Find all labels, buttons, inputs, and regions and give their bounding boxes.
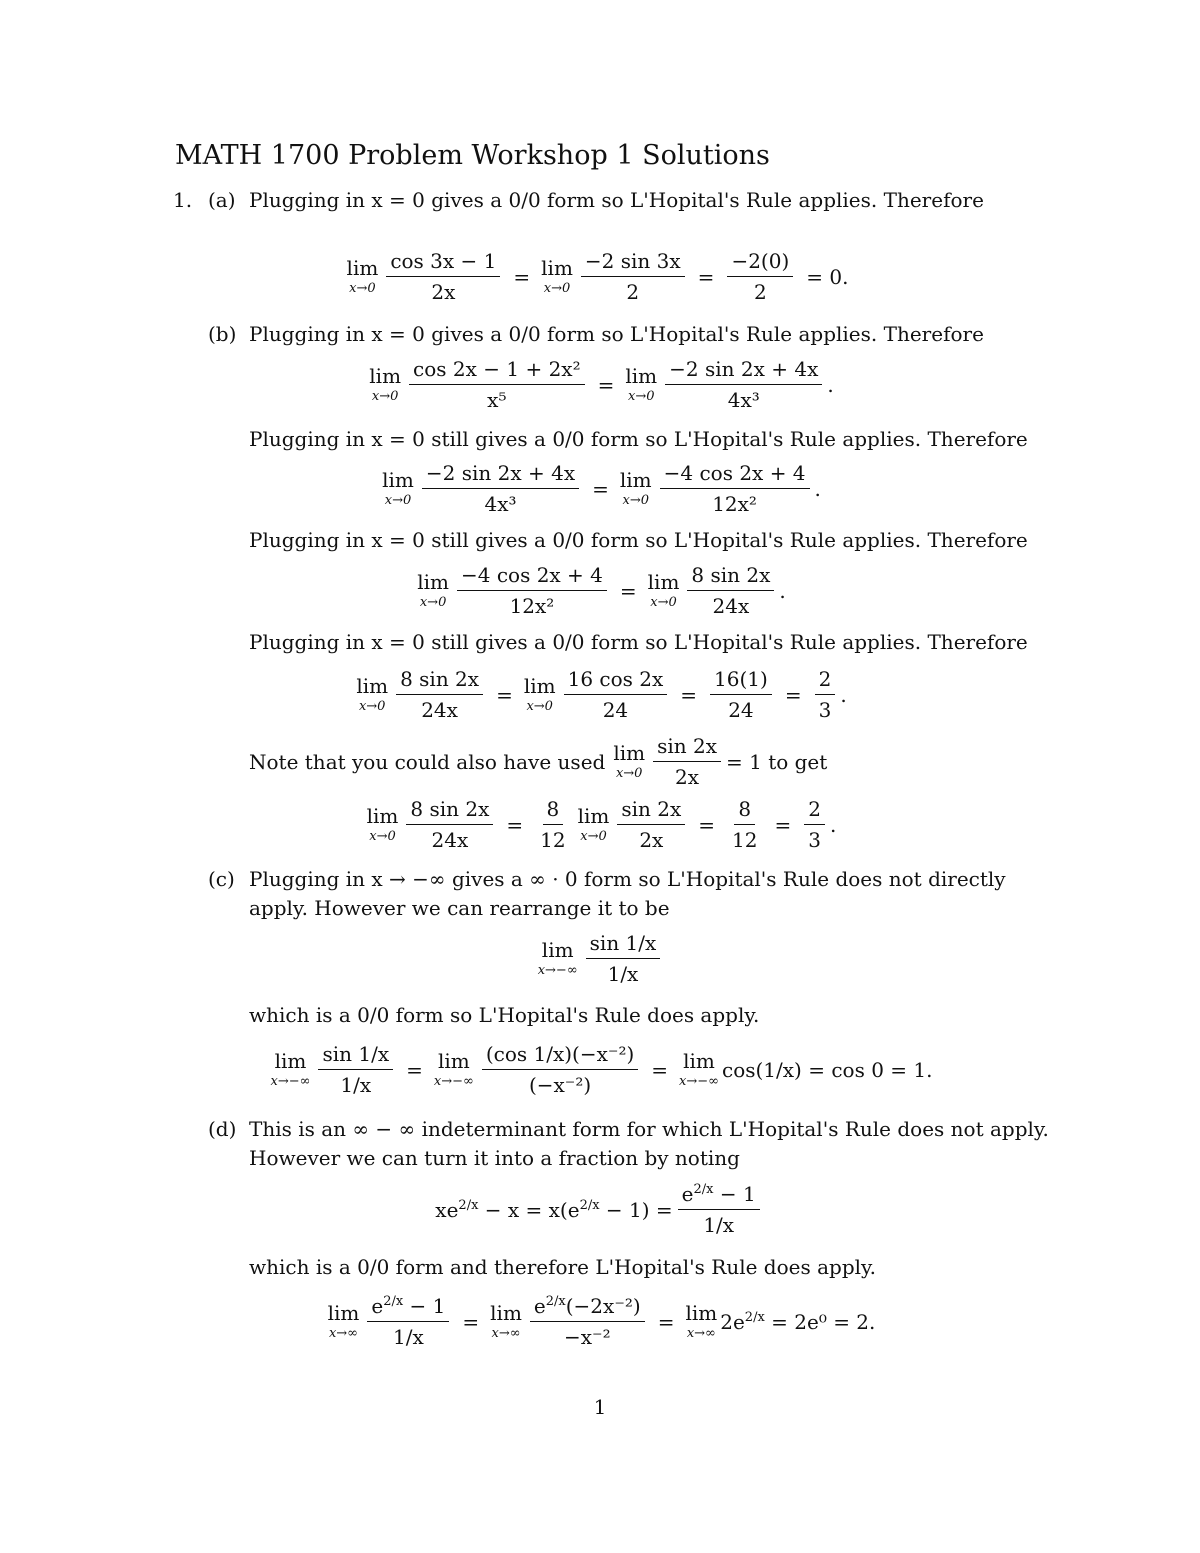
part-b-text-3: Plugging in x = 0 still gives a 0/0 form so L'Hopital's Rule applies. Therefore xyxy=(249,528,1028,552)
part-d-equation-1: $xe^{2/x} - x = x(e^{2/x} - 1)$ = $\frac{e^{2/x} - 1}{1/x}$ xyxy=(200,1183,1000,1236)
part-c-text-2: apply. However we can rearrange it to be xyxy=(249,896,670,920)
fraction: $\frac{-2 \sin 3x}{2}$ xyxy=(581,250,685,303)
part-b-text-2: Plugging in x = 0 still gives a 0/0 form so L'Hopital's Rule applies. Therefore xyxy=(249,427,1028,451)
page-number: 1 xyxy=(593,1395,607,1419)
fraction: $\frac{-2(0)}{2}$ xyxy=(727,250,793,303)
limit-operator: lim x→0 xyxy=(346,256,379,296)
part-c-equation-2: lim x→−∞ $\frac{\sin 1/x}{1/x}$ = lim x→−∞ $\frac{\text{(cos 1/x)(−x⁻²)}}{\text{(−x⁻²)}}$ = lim x→−∞ cos(1/x) = cos 0 = 1. xyxy=(270,1042,933,1097)
part-c-text-3: which is a 0/0 form so L'Hopital's Rule does apply. xyxy=(249,1003,760,1027)
fraction: $\frac{\cos 3x - 1}{2x}$ xyxy=(386,250,500,303)
part-c-equation-1: lim x→−∞ $\frac{\sin 1/x}{1/x}$ xyxy=(200,932,1000,985)
part-d-equation-2: lim x→∞ $\frac{e^{2/x} - 1}{1/x}$ = lim x→∞ $\frac{e^{2/x}(-2x^{-2})}{\text{−x⁻²}}$ = lim x→∞ $2e^{2/x} = 2e^0 = 2$. xyxy=(327,1294,876,1349)
part-c-label: (c) xyxy=(208,867,235,891)
part-a-text: Plugging in x = 0 gives a 0/0 form so L'Hopital's Rule applies. Therefore xyxy=(249,188,984,212)
part-b-equation-5: lim x→0 $\frac{8 \sin 2x}{24x}$ = $\frac{8}{12}$ lim x→0 $\frac{\sin 2x}{2x}$ = $\frac{8}{12}$ = $\frac{2}{3}$ . xyxy=(366,797,837,852)
part-b-text-4: Plugging in x = 0 still gives a 0/0 form so L'Hopital's Rule applies. Therefore xyxy=(249,630,1028,654)
part-a-equation: lim x→0 $\frac{\cos 3x - 1}{2x}$ = lim x→0 $\frac{-2 \sin 3x}{2}$ = $\frac{-2(0)}{2}$ = 0. xyxy=(346,249,849,304)
part-b-note: Note that you could also have used lim x→0 $\frac{\sin 2x}{2x}$ = 1 to get xyxy=(249,734,828,789)
page-title: MATH 1700 Problem Workshop 1 Solutions xyxy=(175,140,770,171)
part-b-equation-2: lim x→0 $\frac{-2 \sin 2x + 4x}{\text{4x³}}$ = lim x→0 $\frac{-4 \cos 2x + 4}{\text{12x²}}$ . xyxy=(382,461,821,516)
part-d-text-1: This is an ∞ − ∞ indeterminant form for which L'Hopital's Rule does not apply. xyxy=(249,1117,1049,1141)
part-c-text-1: Plugging in x → −∞ gives a ∞ · 0 form so L'Hopital's Rule does not directly xyxy=(249,867,1006,891)
part-b-text-1: Plugging in x = 0 gives a 0/0 form so L'Hopital's Rule applies. Therefore xyxy=(249,322,984,346)
part-b-label: (b) xyxy=(208,322,237,346)
part-d-text-2: However we can turn it into a fraction by noting xyxy=(249,1146,740,1170)
part-d-text-3: which is a 0/0 form and therefore L'Hopital's Rule does apply. xyxy=(249,1255,877,1279)
limit-operator: lim x→0 xyxy=(541,256,573,296)
part-b-equation-4: lim x→0 $\frac{8 \sin 2x}{24x}$ = lim x→0 $\frac{16 \cos 2x}{24}$ = $\frac{16(1)}{24}$ = $\frac{2}{3}$ . xyxy=(356,667,847,722)
part-b-equation-1: lim x→0 $\frac{\text{cos 2x − 1 + 2x²}}{\text{x⁵}}$ = lim x→0 $\frac{-2 \sin 2x + 4x}{\text{4x³}}$ . xyxy=(369,357,834,412)
part-b-equation-3: lim x→0 $\frac{-4 \cos 2x + 4}{\text{12x²}}$ = lim x→0 $\frac{8 \sin 2x}{24x}$ . xyxy=(417,563,786,618)
problem-number: 1. xyxy=(173,188,193,212)
part-a-label: (a) xyxy=(208,188,236,212)
part-d-label: (d) xyxy=(208,1117,237,1141)
